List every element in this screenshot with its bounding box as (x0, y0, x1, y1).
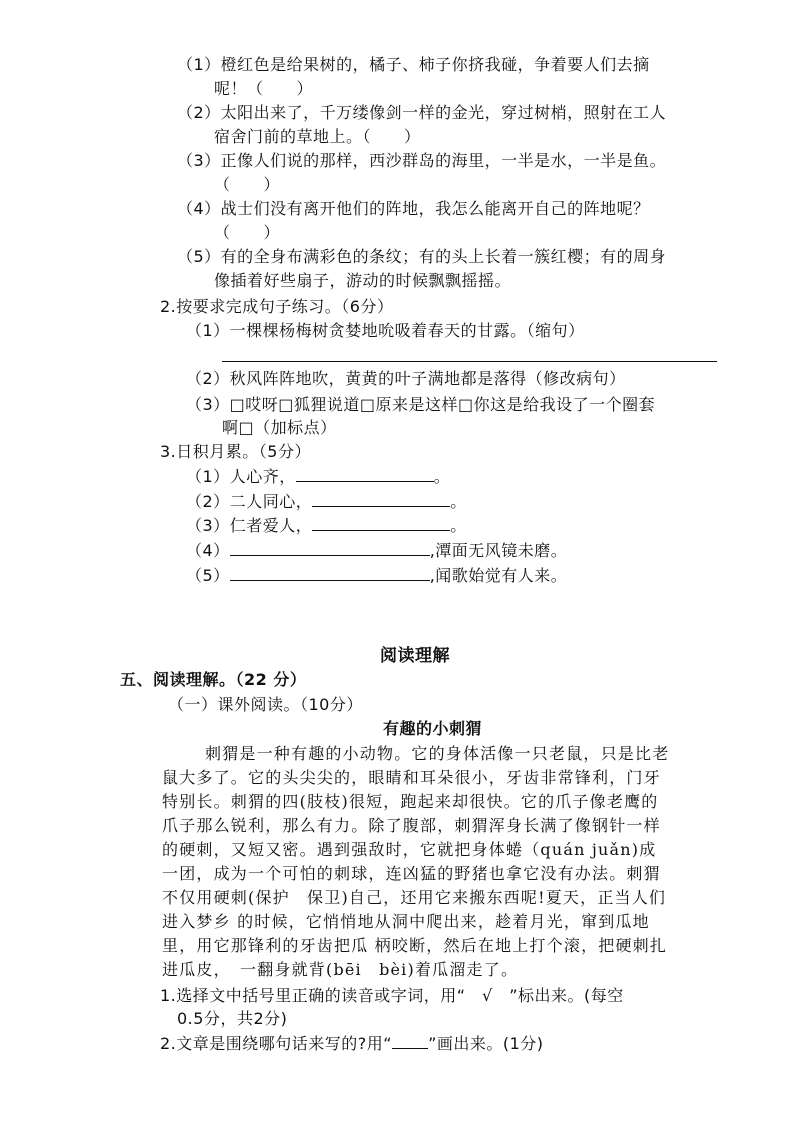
q1-item-2-line1: （2）太阳出来了，千万缕像剑一样的金光，穿过树梢，照射在工人 (177, 103, 667, 122)
q2-sentence-3-line2: 啊□（加标点） (222, 418, 337, 437)
q3-item-1 (186, 466, 450, 488)
q3-item-text: 仁者爱人， (229, 516, 313, 535)
q3-item-end: 。 (450, 516, 467, 535)
q1-item-3-line1: （3）正像人们说的那样，西沙群岛的海里，一半是水，一半是鱼。 (177, 151, 667, 170)
q1-item-2-line2: 宿舍门前的草地上。（ ） (214, 127, 421, 146)
reading-q2-pre: 2.文章是围绕哪句话来写的?用“ (160, 1034, 393, 1053)
q3-blank-2[interactable] (312, 491, 450, 507)
reading-q2-underline-sample (392, 1033, 428, 1049)
q3-item-4 (186, 540, 567, 562)
q3-blank-1[interactable] (296, 466, 434, 482)
q3-item-end: 。 (450, 492, 467, 511)
reading-q2 (160, 1033, 544, 1055)
article-line-5: 的硬刺，又短又密。遇到强敌时，它就把身体蜷（quán juǎn)成 (162, 840, 657, 859)
q3-item-text: 二人同心， (229, 492, 313, 511)
q1-item-5-line2: 像插着好些扇子，游动的时候飘飘摇摇。 (214, 271, 512, 290)
q3-item-end: ,潭面无风镜未磨。 (429, 541, 568, 560)
q1-item-3-line2: （ ） (214, 175, 281, 194)
article-line-7: 不仅用硬刺(保护 保卫)自己，还用它来搬东西呢!夏天，正当人们 (162, 888, 667, 907)
article-line-10: 进瓜皮， 一翻身就背(bēi bèi)着瓜溜走了。 (162, 960, 519, 979)
q2-heading: 2.按要求完成句子练习。（6分） (160, 297, 394, 316)
q3-heading: 3.日积月累。（5分） (160, 442, 311, 461)
q3-item-3 (186, 515, 467, 537)
article-line-1: 刺猬是一种有趣的小动物。它的身体活像一只老鼠，只是比老 (205, 744, 670, 763)
article-line-6: 一团，成为一个可怕的刺球，连凶猛的野猪也拿它没有办法。刺猬 (162, 864, 661, 883)
q2-sentence-2: （2）秋风阵阵地吹，黄黄的叶子满地都是落得（修改病句） (186, 369, 626, 388)
article-line-8: 进入梦乡 的时候，它悄悄地从洞中爬出来，趁着月光，窜到瓜地 (162, 912, 650, 931)
article-line-2: 鼠大多了。它的头尖尖的，眼睛和耳朵很小，牙齿非常锋利，门牙 (162, 768, 661, 787)
q3-item-num: （1） (186, 467, 230, 486)
article-title: 有趣的小刺猬 (383, 719, 483, 738)
q3-item-5 (186, 565, 567, 587)
q1-item-1-line2: 呢！（ ） (214, 79, 314, 98)
reading-q2-post: ”画出来。(1分) (428, 1034, 544, 1053)
q3-blank-3[interactable] (312, 515, 450, 531)
q1-item-4-line1: （4）战士们没有离开他们的阵地，我怎么能离开自己的阵地呢？ (177, 199, 650, 218)
article-line-4: 爪子那么锐利，那么有力。除了腹部，刺猬浑身长满了像钢针一样 (162, 816, 661, 835)
q3-blank-5[interactable] (230, 565, 430, 581)
q3-item-num: （4） (186, 541, 230, 560)
q2-answer-line[interactable] (222, 361, 717, 362)
reading-q1-line1: 1.选择文中括号里正确的读音或字词，用“ √ ”标出来。(每空 (160, 986, 624, 1005)
q1-item-1-line1: （1）橙红色是给果树的，橘子、柿子你挤我碰，争着要人们去摘 (177, 55, 650, 74)
article-line-3: 特别长。刺猬的四(肢枝)很短，跑起来却很快。它的爪子像老鹰的 (162, 792, 659, 811)
q3-item-num: （5） (186, 566, 230, 585)
q3-item-num: （3） (186, 516, 230, 535)
q3-item-end: 。 (433, 467, 451, 486)
reading-subsection: （一）课外阅读。（10分） (168, 695, 363, 714)
q2-sentence-3-line1: （3）□哎呀□狐狸说道□原来是这样□你这是给我设了一个圈套 (186, 395, 656, 414)
q3-blank-4[interactable] (230, 540, 430, 556)
q3-item-2 (186, 491, 467, 513)
reading-title: 阅读理解 (380, 646, 450, 666)
reading-q1-line2: 0.5分，共2分) (177, 1009, 288, 1028)
q1-item-4-line2: （ ） (214, 223, 281, 242)
q1-item-5-line1: （5）有的全身布满彩色的条纹；有的头上长着一簇红樱；有的周身 (177, 247, 667, 266)
reading-section-heading: 五、阅读理解。（22 分） (120, 670, 307, 689)
q3-item-end: ,闻歌始觉有人来。 (429, 566, 568, 585)
q3-item-text: 人心齐， (229, 467, 296, 486)
article-line-9: 里，用它那锋利的牙齿把瓜 柄咬断，然后在地上打个滚，把硬刺扎 (162, 936, 668, 955)
q2-sentence-1: （1）一棵棵杨梅树贪婪地吮吸着春天的甘露。（缩句） (186, 321, 585, 340)
q3-item-num: （2） (186, 492, 230, 511)
